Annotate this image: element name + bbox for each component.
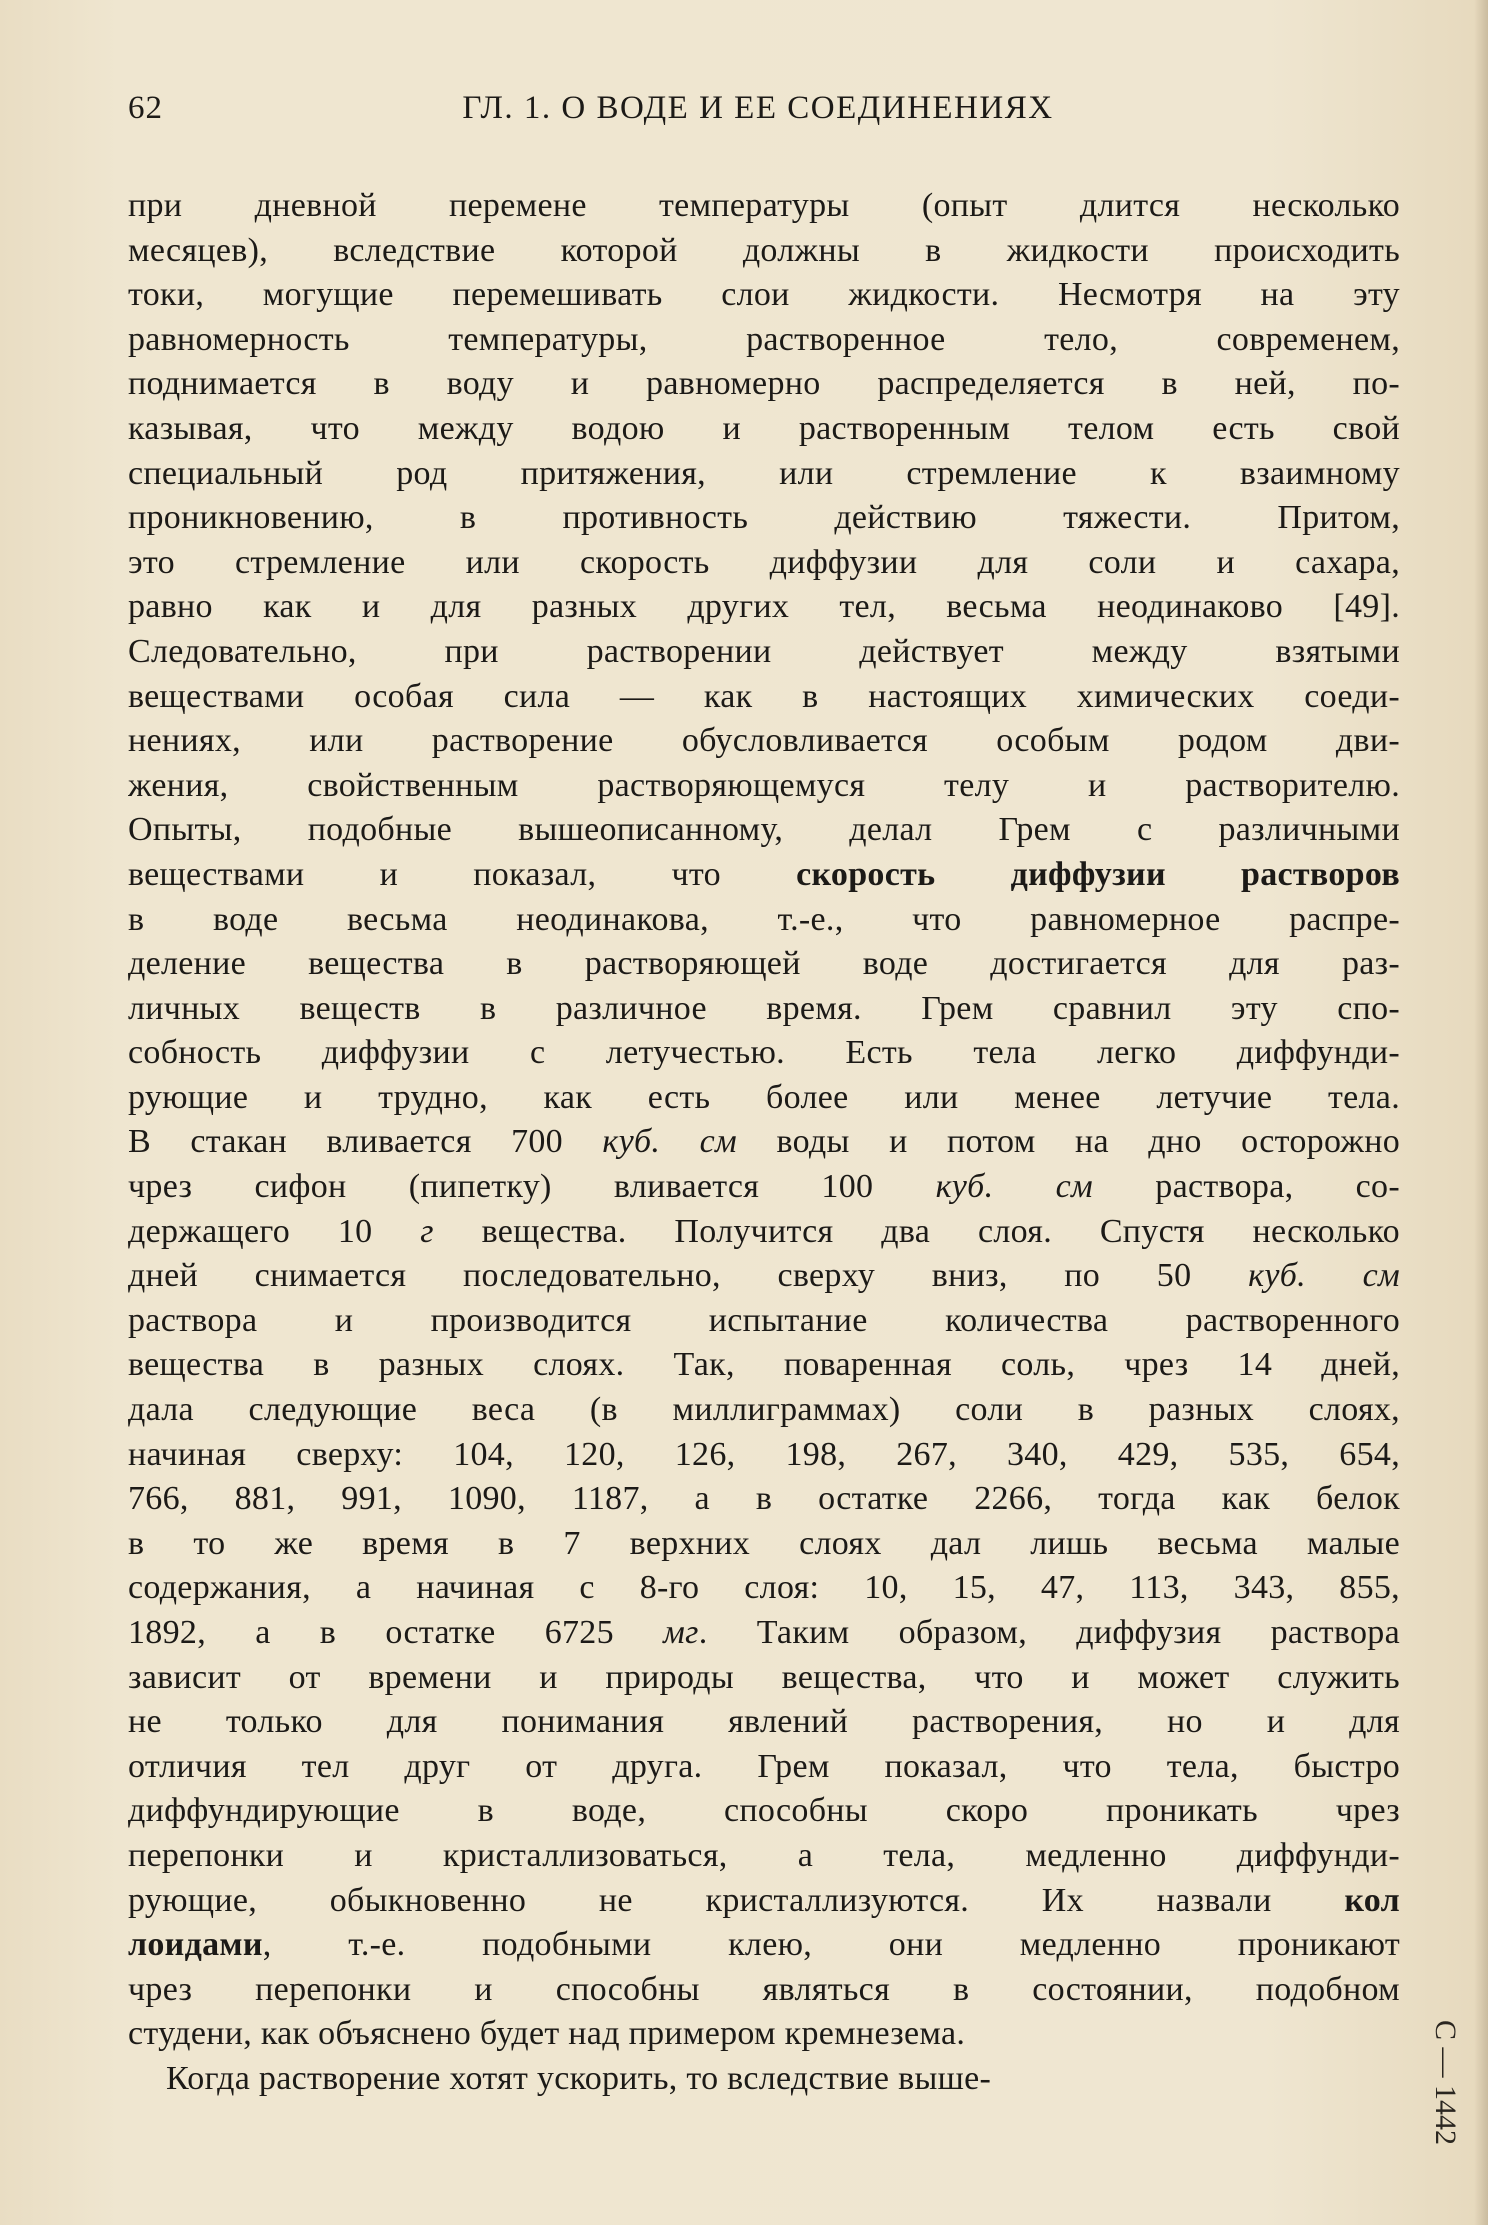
text-line: Когда растворение хотят ускорить, то вследствие выше- (166, 2059, 992, 2097)
text-line: специальный род притяжения, или стремление к взаимному (128, 454, 1400, 492)
text-line: начиная сверху: 104, 120, 126, 198, 267, 340, 429, 535, 654, (128, 1435, 1400, 1473)
text-line: Следовательно, при растворении действует между взятыми (128, 632, 1400, 670)
text-line: деление вещества в растворяющей воде достигается для раз- (128, 945, 1400, 983)
text-run: держащего 10 (128, 1212, 421, 1250)
text-line: личных веществ в различное время. Грем сравнил эту спо- (128, 989, 1400, 1027)
text-line: в то же время в 7 верхних слоях дал лишь весьма малые (128, 1524, 1400, 1562)
text-line: раствора и производится испытание количества растворенного (128, 1301, 1400, 1339)
text-line: проникновению, в противность действию тяжести. Притом, (128, 499, 1400, 537)
text-line: казывая, что между водою и растворенным телом есть свой (128, 409, 1400, 447)
text-line: токи, могущие перемешивать слои жидкости. Несмотря на эту (128, 276, 1400, 314)
text-line: перепонки и кристаллизоваться, а тела, медленно диффунди- (128, 1836, 1400, 1874)
italic-term: куб. см (935, 1168, 1094, 1206)
text-run: , т.-е. подобными клею, они медленно проникают (262, 1926, 1400, 1964)
text-line: зависит от времени и природы вещества, что и может служить (128, 1658, 1400, 1696)
text-line: равномерность температуры, растворенное тело, современем, (128, 320, 1400, 358)
text-run: рующие, обыкновенно не кристаллизуются. Их назвали (128, 1881, 1345, 1919)
text-line: 766, 881, 991, 1090, 1187, а в остатке 2266, тогда как белок (128, 1480, 1400, 1518)
italic-term: куб. см (1248, 1257, 1400, 1295)
page-header (128, 90, 1388, 134)
text-line: вещества в разных слоях. Так, поваренная соль, чрез 14 дней, (128, 1346, 1400, 1384)
italic-term: г (420, 1212, 434, 1250)
text-line: поднимается в воду и равномерно распределяется в ней, по- (128, 365, 1400, 403)
text-line: нениях, или растворение обусловливается особым родом дви- (128, 722, 1400, 760)
text-line (128, 1165, 1400, 1210)
text-run: чрез сифон (пипетку) вливается 100 (128, 1168, 936, 1206)
text-line: не только для понимания явлений растворения, но и для (128, 1703, 1400, 1741)
bold-term: скорость диффузии растворов (796, 855, 1400, 893)
text-line (128, 1120, 1400, 1165)
text-run: вещества. Получится два слоя. Спустя несколько (433, 1212, 1400, 1250)
text-line: в воде весьма неодинакова, т.-е., что равномерное распре- (128, 900, 1400, 938)
body-text (128, 184, 1400, 2102)
text-line: при дневной перемене температуры (опыт длится несколько (128, 187, 1400, 224)
text-run: воды и потом на дно осторожно (737, 1123, 1400, 1161)
margin-note: С — 1442 (1429, 2020, 1462, 2146)
text-line: отличия тел друг от друга. Грем показал, что тела, быстро (128, 1747, 1400, 1785)
bold-term: кол (1344, 1881, 1400, 1919)
text-line: Опыты, подобные вышеописанному, делал Грем с различными (128, 811, 1400, 849)
text-line: чрез перепонки и способны являться в состоянии, подобном (128, 1970, 1400, 2008)
text-line: собность диффузии с летучестью. Есть тела легко диффунди- (128, 1034, 1400, 1072)
italic-term: мг (663, 1614, 699, 1651)
text-line: содержания, а начиная с 8-го слоя: 10, 15, 47, 113, 343, 855, (128, 1569, 1400, 1607)
text-line: месяцев), вследствие которой должны в жидкости происходить (128, 231, 1400, 269)
text-run: 1892, а в остатке 6725 (128, 1614, 664, 1651)
text-line: веществами особая сила — как в настоящих химических соеди- (128, 677, 1400, 715)
text-line (128, 853, 1400, 898)
page-edge-shadow (1474, 0, 1488, 2225)
running-head: ГЛ. 1. О ВОДЕ И ЕЕ СОЕДИНЕНИЯХ (462, 90, 1054, 126)
text-line: жения, свойственным растворяющемуся телу и растворителю. (128, 766, 1400, 804)
text-line: диффундирующие в воде, способны скоро проникать чрез (128, 1792, 1400, 1830)
text-line (128, 1254, 1400, 1299)
text-run: В стакан вливается 700 (128, 1123, 603, 1161)
page-number: 62 (128, 90, 163, 126)
text-line (128, 1923, 1400, 1968)
text-line (128, 1210, 1400, 1255)
text-line: равно как и для разных других тел, весьма неодинаково [49]. (128, 588, 1400, 626)
text-run: веществами и показал, что (128, 855, 797, 893)
text-line: рующие и трудно, как есть более или менее летучие тела. (128, 1078, 1400, 1116)
italic-term: куб. см (602, 1123, 738, 1161)
text-line: дала следующие веса (в миллиграммах) соли в разных слоях, (128, 1391, 1400, 1429)
bold-term: лоидами (128, 1926, 263, 1964)
text-line (128, 1611, 1400, 1656)
text-line (128, 1879, 1400, 1924)
text-run: дней снимается последовательно, сверху вниз, по 50 (128, 1257, 1249, 1295)
text-run: . Таким образом, диффузия раствора (698, 1614, 1400, 1651)
text-line: это стремление или скорость диффузии для соли и сахара, (128, 543, 1400, 581)
text-run: раствора, со- (1093, 1168, 1400, 1206)
text-line: студени, как объяснено будет над примером кремнезема. (128, 2015, 966, 2053)
